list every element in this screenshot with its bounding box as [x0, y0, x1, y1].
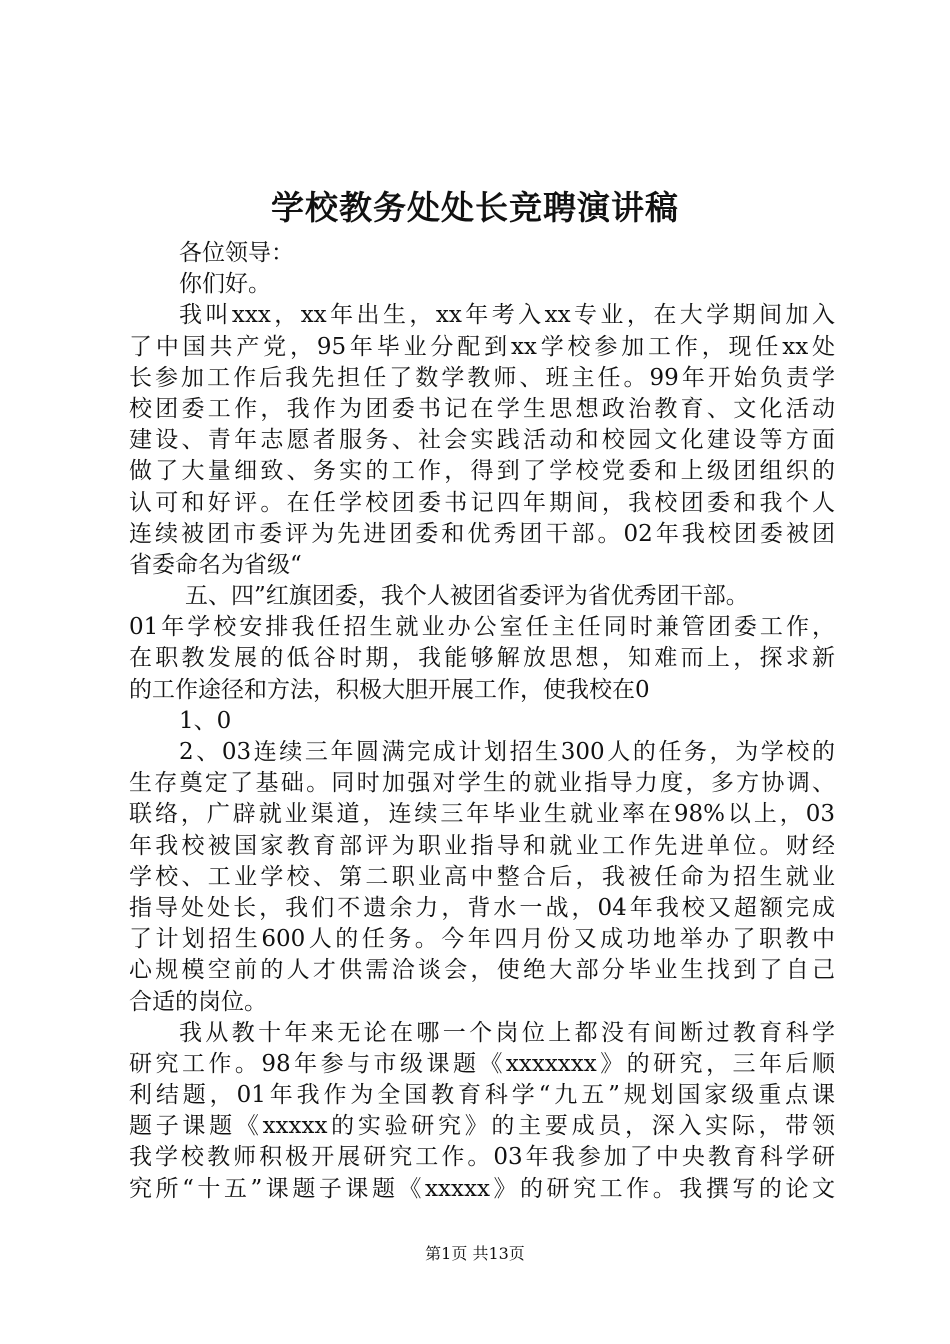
body-line: 年我校被国家教育部评为职业指导和就业工作先进单位。财经: [129, 832, 835, 859]
body-line: 连续被团市委评为先进团委和优秀团干部。02年我校团委被团: [129, 520, 835, 547]
body-line: 生存奠定了基础。同时加强对学生的就业指导力度，多方协调、: [129, 770, 835, 797]
body-line: 题子课题《xxxxx的实验研究》的主要成员，深入实际，带领: [129, 1113, 835, 1140]
body-line: 了计划招生600人的任务。今年四月份又成功地举办了职教中: [129, 926, 835, 953]
body-line: 1、0: [179, 707, 232, 734]
body-line: 做了大量细致、务实的工作，得到了学校党委和上级团组织的: [129, 458, 835, 485]
body-line: 2、03连续三年圆满完成计划招生300人的任务，为学校的: [179, 739, 835, 765]
body-line: 究所“十五”课题子课题《xxxxx》的研究工作。我撰写的论文: [129, 1175, 835, 1202]
document-title: 学校教务处处长竞聘演讲稿: [271, 188, 679, 227]
body-line: 心规模空前的人才供需洽谈会，使绝大部分毕业生找到了自己: [129, 957, 835, 984]
body-line: 建设、青年志愿者服务、社会实践活动和校园文化建设等方面: [129, 427, 835, 454]
body-line: 指导处处长，我们不遗余力，背水一战，04年我校又超额完成: [129, 894, 835, 921]
body-line: 五、四”红旗团委，我个人被团省委评为省优秀团干部。: [185, 583, 749, 610]
page-footer: 第1页 共13页: [425, 1244, 525, 1263]
body-line: 学校、工业学校、第二职业高中整合后，我被任命为招生就业: [129, 863, 835, 890]
body-line: 你们好。: [179, 271, 271, 298]
body-line: 联络，广辟就业渠道，连续三年毕业生就业率在98%以上，03: [129, 801, 835, 828]
body-line: 校团委工作，我作为团委书记在学生思想政治教育、文化活动: [129, 395, 835, 422]
body-line: 利结题，01年我作为全国教育科学“九五”规划国家级重点课: [129, 1082, 835, 1109]
body-line: 认可和好评。在任学校团委书记四年期间，我校团委和我个人: [129, 489, 835, 516]
body-line: 各位领导：: [179, 240, 294, 266]
body-line: 的工作途径和方法，积极大胆开展工作，使我校在0: [129, 676, 650, 703]
body-line: 我从教十年来无论在哪一个岗位上都没有间断过教育科学: [179, 1019, 835, 1046]
document-body: [129, 238, 835, 1205]
body-line: 研究工作。98年参与市级课题《xxxxxxx》的研究，三年后顺: [129, 1050, 835, 1077]
body-line: 在职教发展的低谷时期，我能够解放思想，知难而上，探求新: [129, 645, 835, 672]
body-line: 合适的岗位。: [129, 988, 267, 1015]
body-line: 我学校教师积极开展研究工作。03年我参加了中央教育科学研: [129, 1144, 835, 1171]
body-line: 我叫xxx，xx年出生，xx年考入xx专业，在大学期间加入: [179, 302, 835, 329]
body-line: 了中国共产党，95年毕业分配到xx学校参加工作，现任xx处: [129, 333, 835, 360]
body-line: 长参加工作后我先担任了数学教师、班主任。99年开始负责学: [129, 364, 835, 391]
body-line: 省委命名为省级“: [129, 551, 302, 578]
body-line: 01年学校安排我任招生就业办公室任主任同时兼管团委工作，: [129, 614, 835, 641]
